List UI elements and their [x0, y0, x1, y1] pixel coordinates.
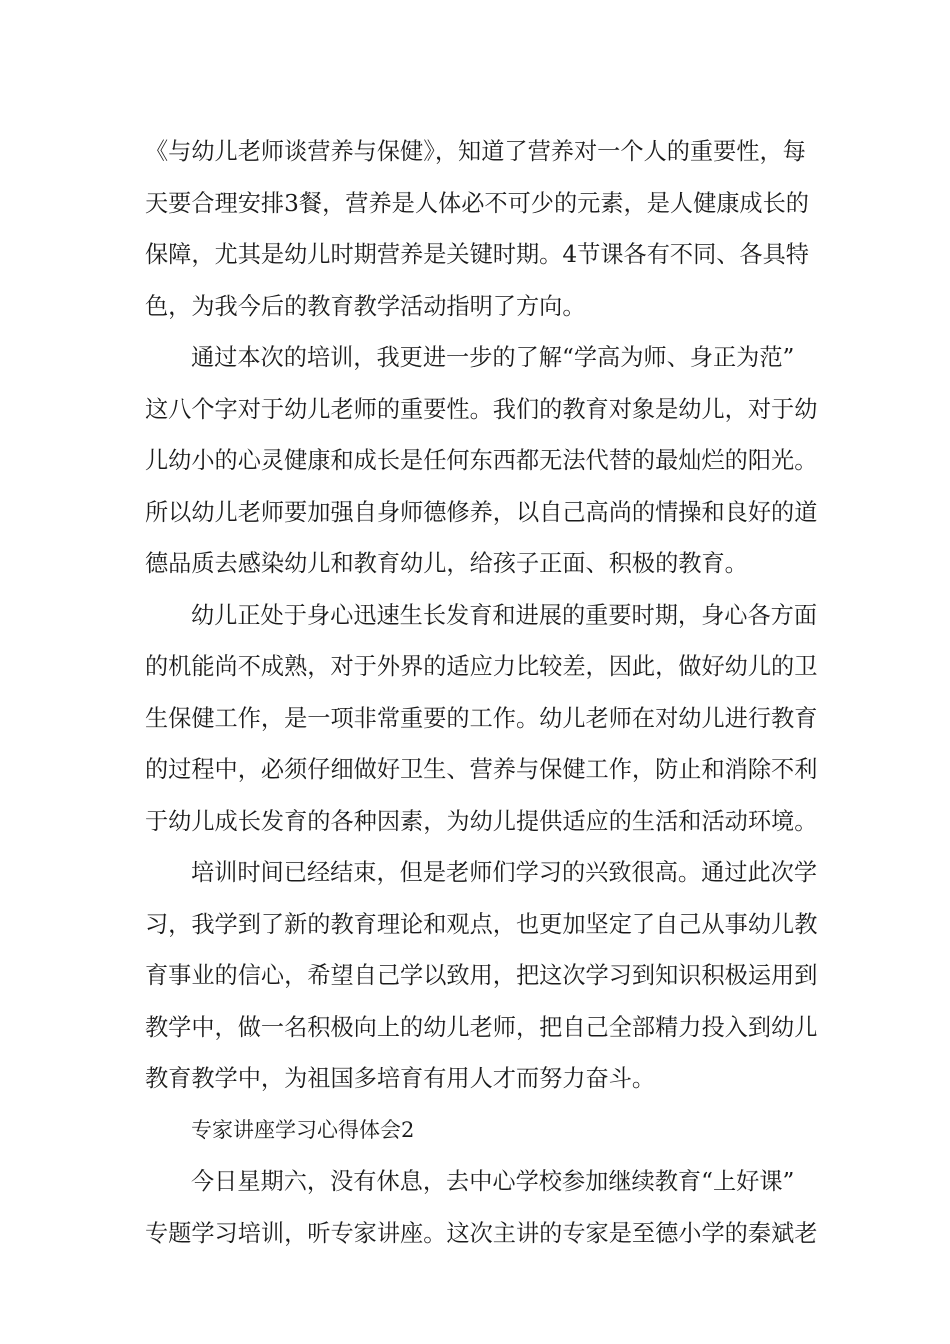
paragraph-first-line: 今日星期六，没有休息，去中心学校参加继续教育“上好课” — [191, 1168, 795, 1195]
text-line: 教学中，做一名积极向上的幼儿老师，把自己全部精力投入到幼儿 — [145, 1013, 818, 1041]
section-heading: 专家讲座学习心得体会2 — [191, 1117, 415, 1142]
text-line: 习，我学到了新的教育理论和观点，也更加坚定了自己从事幼儿教 — [145, 910, 818, 938]
text-line: 育事业的信心，希望自己学以致用，把这次学习到知识积极运用到 — [145, 962, 818, 989]
paragraph-first-line: 培训时间已经结束，但是老师们学习的兴致很高。通过此次学 — [191, 859, 818, 886]
text-line: 的机能尚不成熟，对于外界的适应力比较差，因此，做好幼儿的卫 — [145, 653, 818, 680]
text-line: 生保健工作，是一项非常重要的工作。幼儿老师在对幼儿进行教育 — [145, 704, 818, 732]
text-line: 色，为我今后的教育教学活动指明了方向。 — [145, 292, 586, 320]
paragraph-first-line: 通过本次的培训，我更进一步的了解“学高为师、身正为范” — [191, 344, 795, 371]
text-line: 于幼儿成长发育的各种因素，为幼儿提供适应的生活和活动环境。 — [145, 807, 818, 835]
text-line: 儿幼小的心灵健康和成长是任何东西都无法代替的最灿烂的阳光。 — [145, 447, 818, 474]
document-body — [145, 126, 818, 1259]
paragraph-first-line: 幼儿正处于身心迅速生长发育和进展的重要时期，身心各方面 — [191, 601, 818, 629]
text-line: 教育教学中，为祖国多培育有用人才而努力奋斗。 — [145, 1065, 656, 1092]
text-line: 天要合理安排3餐，营养是人体必不可少的元素，是人健康成长的 — [145, 189, 809, 217]
text-line: 所以幼儿老师要加强自身师德修养，以自己高尚的情操和良好的道 — [145, 498, 818, 526]
text-line: 专题学习培训，听专家讲座。这次主讲的专家是至德小学的秦斌老 — [145, 1219, 818, 1247]
text-line: 保障，尤其是幼儿时期营养是关键时期。4节课各有不同、各具特 — [145, 241, 809, 268]
text-line: 《与幼儿老师谈营养与保健》，知道了营养对一个人的重要性，每 — [145, 138, 806, 165]
text-line: 这八个字对于幼儿老师的重要性。我们的教育对象是幼儿，对于幼 — [145, 395, 818, 423]
text-line: 的过程中，必须仔细做好卫生、营养与保健工作，防止和消除不利 — [145, 756, 818, 783]
text-line: 德品质去感染幼儿和教育幼儿，给孩子正面、积极的教育。 — [145, 550, 748, 577]
